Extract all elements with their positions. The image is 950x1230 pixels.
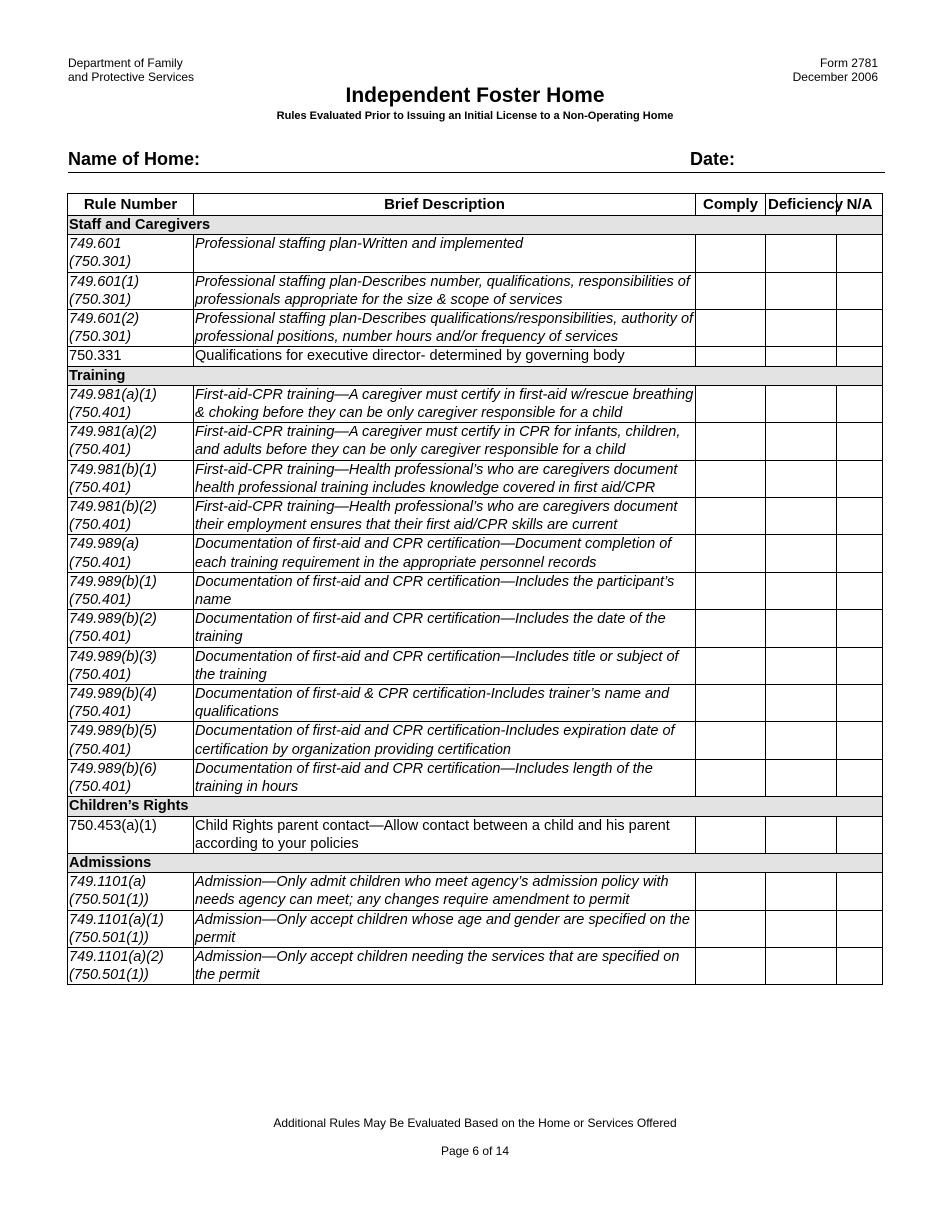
rule-number-cell: 749.989(b)(4) (750.401) [68,685,194,722]
rule-number-cell: 749.1101(a) (750.501(1)) [68,873,194,910]
na-cell[interactable] [837,347,883,366]
page-title: Independent Foster Home [345,84,605,107]
deficiency-cell[interactable] [766,460,837,497]
description-cell: Documentation of first-aid and CPR certification-Includes expiration date of certification by organization providing certification [194,722,696,759]
table-row [68,722,883,759]
description-cell: Documentation of first-aid and CPR certification—Document completion of each training requirement in the appropriate personnel records [194,535,696,572]
na-cell[interactable] [837,947,883,984]
deficiency-cell[interactable] [766,910,837,947]
na-cell[interactable] [837,535,883,572]
rules-table-body [68,216,883,985]
section-header-row [68,797,883,816]
description-cell: First-aid-CPR training—Health professional’s who are caregivers document health professional training includes knowledge covered in first aid/CPR [194,460,696,497]
rule-number-cell: 749.989(b)(1) (750.401) [68,572,194,609]
agency-name [68,56,194,84]
table-row [68,759,883,796]
description-cell: First-aid-CPR training—A caregiver must certify in CPR for infants, children, and adults before they can be only caregiver responsible for a child [194,423,696,460]
comply-cell[interactable] [696,460,766,497]
comply-cell[interactable] [696,685,766,722]
deficiency-cell[interactable] [766,947,837,984]
comply-cell[interactable] [696,610,766,647]
section-label: Children’s Rights [68,797,883,816]
deficiency-cell[interactable] [766,685,837,722]
deficiency-cell[interactable] [766,347,837,366]
comply-cell[interactable] [696,910,766,947]
na-cell[interactable] [837,816,883,853]
description-cell: Professional staffing plan-Describes qualifications/responsibilities, authority of professional positions, number hours and/or frequency of services [194,310,696,347]
description-cell: Qualifications for executive director- determined by governing body [194,347,696,366]
col-deficiency: Deficiency [766,194,837,216]
na-cell[interactable] [837,910,883,947]
rule-number-cell: 749.989(a) (750.401) [68,535,194,572]
table-row [68,910,883,947]
table-row [68,685,883,722]
table-row [68,235,883,272]
table-row [68,947,883,984]
form-number: Form 2781 [819,56,878,70]
agency-line-2: and Protective Services [68,70,195,84]
comply-cell[interactable] [696,498,766,535]
na-cell[interactable] [837,759,883,796]
deficiency-cell[interactable] [766,535,837,572]
comply-cell[interactable] [696,235,766,272]
name-of-home-label: Name of Home: [68,149,201,169]
rule-number-cell: 749.989(b)(5) (750.401) [68,722,194,759]
comply-cell[interactable] [696,272,766,309]
rule-number-cell: 749.981(a)(2) (750.401) [68,423,194,460]
deficiency-cell[interactable] [766,647,837,684]
na-cell[interactable] [837,498,883,535]
deficiency-cell[interactable] [766,310,837,347]
name-date-line [68,148,885,173]
table-row [68,647,883,684]
description-cell: Documentation of first-aid and CPR certification—Includes the participant’s name [194,572,696,609]
footer-note: Additional Rules May Be Evaluated Based on the Home or Services Offered [273,1116,677,1130]
table-row [68,535,883,572]
deficiency-cell[interactable] [766,235,837,272]
table-row [68,873,883,910]
table-row [68,347,883,366]
description-cell: Documentation of first-aid and CPR certification—Includes the date of the training [194,610,696,647]
deficiency-cell[interactable] [766,272,837,309]
description-cell: First-aid-CPR training—A caregiver must certify in first-aid w/rescue breathing & choking before they can be only caregiver responsible for a child [194,385,696,422]
table-row [68,816,883,853]
col-brief-description: Brief Description [194,194,696,216]
description-cell: Professional staffing plan-Written and implemented [194,235,696,272]
na-cell[interactable] [837,272,883,309]
table-row [68,272,883,309]
comply-cell[interactable] [696,816,766,853]
comply-cell[interactable] [696,947,766,984]
rule-number-cell: 750.331 [68,347,194,366]
comply-cell[interactable] [696,347,766,366]
table-row [68,385,883,422]
comply-cell[interactable] [696,535,766,572]
rule-number-cell: 750.453(a)(1) [68,816,194,853]
col-comply: Comply [696,194,766,216]
section-label: Staff and Caregivers [68,216,883,235]
description-cell: Documentation of first-aid and CPR certification—Includes title or subject of the training [194,647,696,684]
na-cell[interactable] [837,385,883,422]
rule-number-cell: 749.981(a)(1) (750.401) [68,385,194,422]
rules-table [67,193,883,985]
deficiency-cell[interactable] [766,498,837,535]
date-label: Date: [690,149,736,169]
agency-line-1: Department of Family [68,56,183,70]
comply-cell[interactable] [696,873,766,910]
deficiency-cell[interactable] [766,610,837,647]
description-cell: Documentation of first-aid and CPR certification—Includes length of the training in hours [194,759,696,796]
section-label: Training [68,366,883,385]
rule-number-cell: 749.601 (750.301) [68,235,194,272]
rule-number-cell: 749.601(1) (750.301) [68,272,194,309]
section-header-row [68,216,883,235]
table-header-row [68,194,883,216]
table-row [68,610,883,647]
na-cell[interactable] [837,310,883,347]
section-header-row [68,366,883,385]
description-cell: Professional staffing plan-Describes number, qualifications, responsibilities of professionals appropriate for the size & scope of services [194,272,696,309]
comply-cell[interactable] [696,647,766,684]
na-cell[interactable] [837,722,883,759]
rule-number-cell: 749.989(b)(6) (750.401) [68,759,194,796]
deficiency-cell[interactable] [766,423,837,460]
rule-number-cell: 749.989(b)(2) (750.401) [68,610,194,647]
na-cell[interactable] [837,423,883,460]
section-label: Admissions [68,853,883,872]
table-row [68,460,883,497]
section-header-row [68,853,883,872]
form-date: December 2006 [792,70,878,84]
deficiency-cell[interactable] [766,873,837,910]
description-cell: Child Rights parent contact—Allow contact between a child and his parent according to your policies [194,816,696,853]
rule-number-cell: 749.601(2) (750.301) [68,310,194,347]
table-row [68,572,883,609]
table-row [68,310,883,347]
col-rule-number: Rule Number [68,194,194,216]
comply-cell[interactable] [696,310,766,347]
page-number: Page 6 of 14 [440,1144,510,1158]
form-info [793,56,878,84]
rule-number-cell: 749.981(b)(1) (750.401) [68,460,194,497]
comply-cell[interactable] [696,572,766,609]
comply-cell[interactable] [696,423,766,460]
deficiency-cell[interactable] [766,385,837,422]
description-cell: Documentation of first-aid & CPR certification-Includes trainer’s name and qualifications [194,685,696,722]
table-row [68,498,883,535]
na-cell[interactable] [837,610,883,647]
comply-cell[interactable] [696,722,766,759]
deficiency-cell[interactable] [766,759,837,796]
deficiency-cell[interactable] [766,572,837,609]
page-subtitle: Rules Evaluated Prior to Issuing an Initial License to a Non-Operating Home [276,110,674,122]
rule-number-cell: 749.989(b)(3) (750.401) [68,647,194,684]
na-cell[interactable] [837,460,883,497]
na-cell[interactable] [837,873,883,910]
deficiency-cell[interactable] [766,816,837,853]
rule-number-cell: 749.981(b)(2) (750.401) [68,498,194,535]
deficiency-cell[interactable] [766,722,837,759]
comply-cell[interactable] [696,759,766,796]
rule-number-cell: 749.1101(a)(2) (750.501(1)) [68,947,194,984]
comply-cell[interactable] [696,385,766,422]
table-row [68,423,883,460]
na-cell[interactable] [837,572,883,609]
description-cell: Admission—Only accept children needing the services that are specified on the permit [194,947,696,984]
description-cell: Admission—Only admit children who meet agency’s admission policy with needs agency can meet; any changes require amendment to permit [194,873,696,910]
rule-number-cell: 749.1101(a)(1) (750.501(1)) [68,910,194,947]
na-cell[interactable] [837,235,883,272]
na-cell[interactable] [837,685,883,722]
col-na: N/A [837,194,883,216]
description-cell: Admission—Only accept children whose age and gender are specified on the permit [194,910,696,947]
description-cell: First-aid-CPR training—Health professional’s who are caregivers document their employment ensures that their first aid/CPR skills are current [194,498,696,535]
na-cell[interactable] [837,647,883,684]
